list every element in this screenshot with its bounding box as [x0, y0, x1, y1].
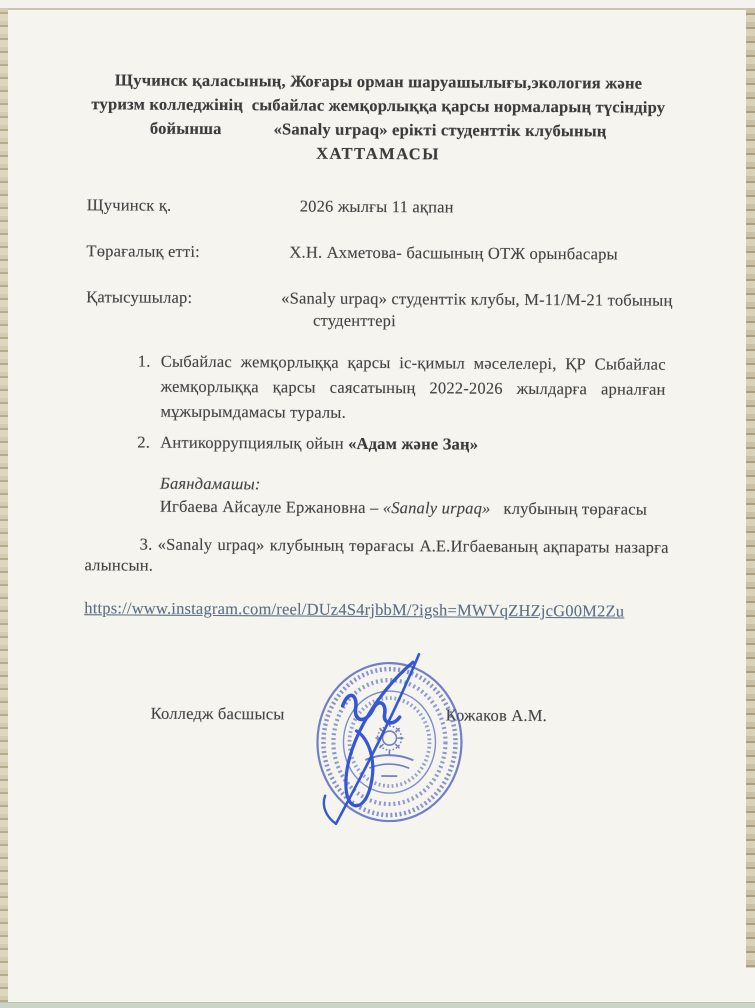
instagram-link-line: [84, 598, 624, 621]
meta-participants-line2: студенттері: [312, 310, 396, 331]
meta-row-chair: [86, 240, 678, 266]
agenda-item-2-game-title: «Адам және Заң»: [348, 433, 479, 454]
round-seal-stamp-icon: [298, 642, 481, 841]
agenda-item-2-number: 2.: [137, 432, 151, 452]
instagram-reel-link[interactable]: https://www.instagram.com/reel/DUz4S4rjbbM/?igsh=MWVqZHZjcG00M2Zu: [84, 598, 625, 621]
meta-participants-label: Қатысушылар:: [86, 287, 193, 307]
title-line-3: бойынша «Sanaly urpaq» ерікті студенттік клубының: [149, 118, 607, 141]
speaker-name-line: [160, 495, 665, 521]
meta-date-value: 2026 жылғы 11 ақпан: [299, 196, 454, 217]
title-line-4: ХАТТАМАСЫ: [316, 143, 441, 164]
meta-participants-line1: «Sanaly urpaq» студенттік клубы, М-11/М-21 тобының: [281, 288, 673, 310]
agenda-item-2: [137, 430, 665, 458]
speaker-name: Игбаева Айсауле Ержановна –: [159, 496, 383, 518]
speaker-heading: Баяндамашы:: [159, 473, 261, 494]
agenda-item-1: [137, 349, 665, 427]
speaker-block: [160, 472, 665, 521]
official-stamp-area: [298, 642, 481, 841]
speaker-club-name: «Sanaly urpaq»: [382, 498, 491, 518]
signer-name: Кожаков А.М.: [445, 705, 548, 726]
protocol-meta: [86, 194, 679, 358]
document-title: [83, 68, 674, 168]
meta-chair-label: Төрағалық етті:: [86, 241, 201, 261]
speaker-role: клубының төрағасы: [490, 498, 648, 519]
meta-city-label: Щучинск қ.: [86, 195, 172, 215]
title-line-1: Щучинск қаласының, Жоғары орман шаруашылығы,экология және: [114, 70, 643, 93]
agenda-item-1-text: Сыбайлас жемқорлыққа қарсы іс-қимыл мәселелері, ҚР Сыбайлас жемқорлыққа қарсы саясатының 2022-2026 жылдарға арналған мұжырымдамасы туралы.: [160, 351, 666, 422]
title-line-2: туризм колледжінің сыбайлас жемқорлыққа қарсы нормаларың түсіндіру: [91, 94, 666, 117]
agenda-item-1-number: 1.: [137, 351, 151, 371]
meta-participants-value: [281, 287, 678, 333]
agenda-item-2-prefix: Антикоррупциялық ойын: [160, 432, 349, 453]
meta-row-city-date: [87, 194, 679, 220]
meta-row-participants: [86, 286, 678, 334]
meta-chair-value: Х.Н. Ахметова- басшының ОТЖ орынбасары: [289, 242, 618, 264]
agenda-list: [137, 349, 666, 458]
agenda-item-2-text: [160, 430, 665, 458]
resolution-paragraph: 3. «Sanaly urpaq» клубының төрағасы А.Е.Игбаеваның ақпараты назарға алынсын.: [84, 534, 669, 575]
signer-position-label: Колледж басшысы: [150, 703, 285, 724]
